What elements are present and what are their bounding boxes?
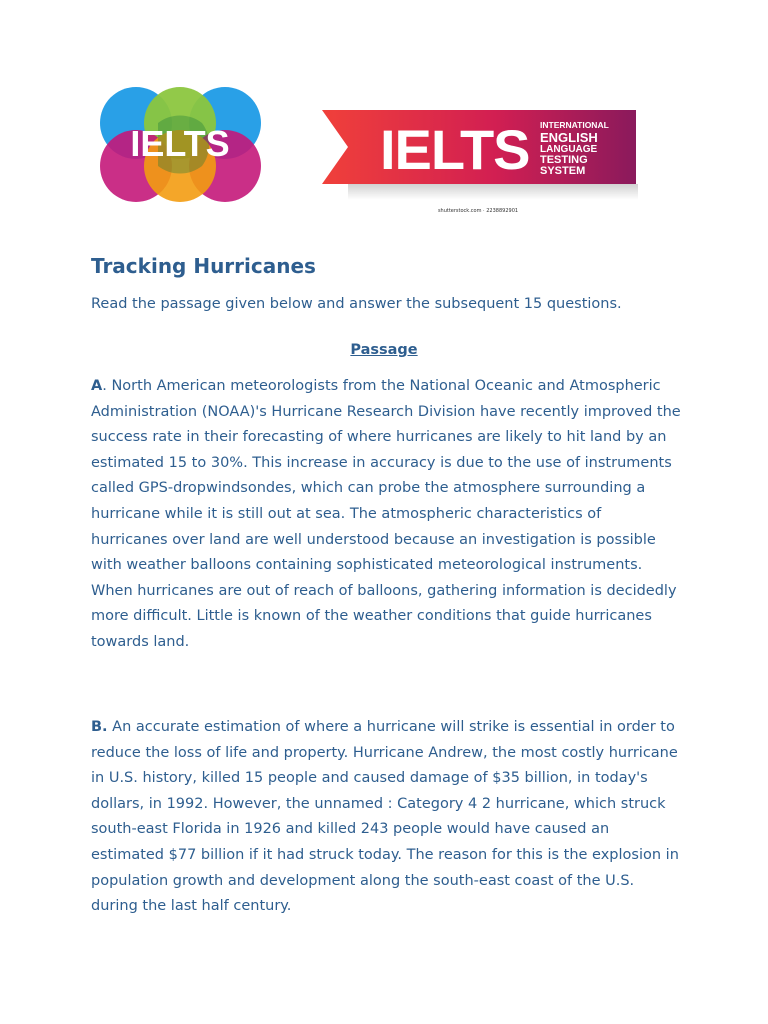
ielts-banner-logo (318, 104, 638, 222)
ielts-banner-logo-text: IELTS (380, 118, 530, 181)
tagline-line-1: INTERNATIONAL (540, 120, 609, 130)
ielts-circles-logo (98, 86, 263, 204)
paragraph-letter: A (91, 378, 103, 394)
passage-heading: Passage (350, 342, 418, 358)
paragraph-letter: B. (91, 719, 108, 735)
paragraph-text: An accurate estimation of where a hurricane will strike is essential in order to reduce the loss of life and property. Hurricane Andrew, the most costly hurricane in U.S. history, killed 15 people and caused damage of $35 billion, in today's dollars, in 1992. However, the unnamed : Category 4 2 hurricane, which struck south-east Florida in 1926 and killed 243 people would have caused an estimated $77 billion if it had struck today. The reason for this is the explosion in population growth and development along the south-east coast of the U.S. during the last half century. (91, 719, 679, 915)
tagline-line-4: TESTING (540, 154, 588, 166)
ielts-circles-logo-text: IELTS (130, 123, 230, 164)
page-title: Tracking Hurricanes (91, 254, 316, 278)
image-credit: shutterstock.com · 2238892901 (437, 208, 519, 214)
paragraph-a (91, 374, 681, 656)
header-logos (0, 0, 768, 230)
tagline-line-3: LANGUAGE (540, 144, 598, 155)
tagline-line-5: SYSTEM (540, 165, 586, 177)
paragraph-text: . North American meteorologists from the National Oceanic and Atmospheric Administration (NOAA)'s Hurricane Research Division have recently improved the success rate in their forecasting of where hurricanes are likely to hit land by an estimated 15 to 30%. This increase in accuracy is due to the use of instruments called GPS-dropwindsondes, which can probe the atmosphere surrounding a hurricane while it is still out at sea. The atmospheric characteristics of hurricanes over land are well understood because an investigation is possible with weather balloons containing sophisticated meteorological instruments. When hurricanes are out of reach of balloons, gathering information is decidedly more difficult. Little is known of the weather conditions that guide hurricanes towards land. (91, 378, 681, 650)
intro-text: Read the passage given below and answer the subsequent 15 questions. (91, 296, 622, 312)
paragraph-b (91, 715, 681, 920)
tagline-line-2: ENGLISH (540, 130, 598, 145)
